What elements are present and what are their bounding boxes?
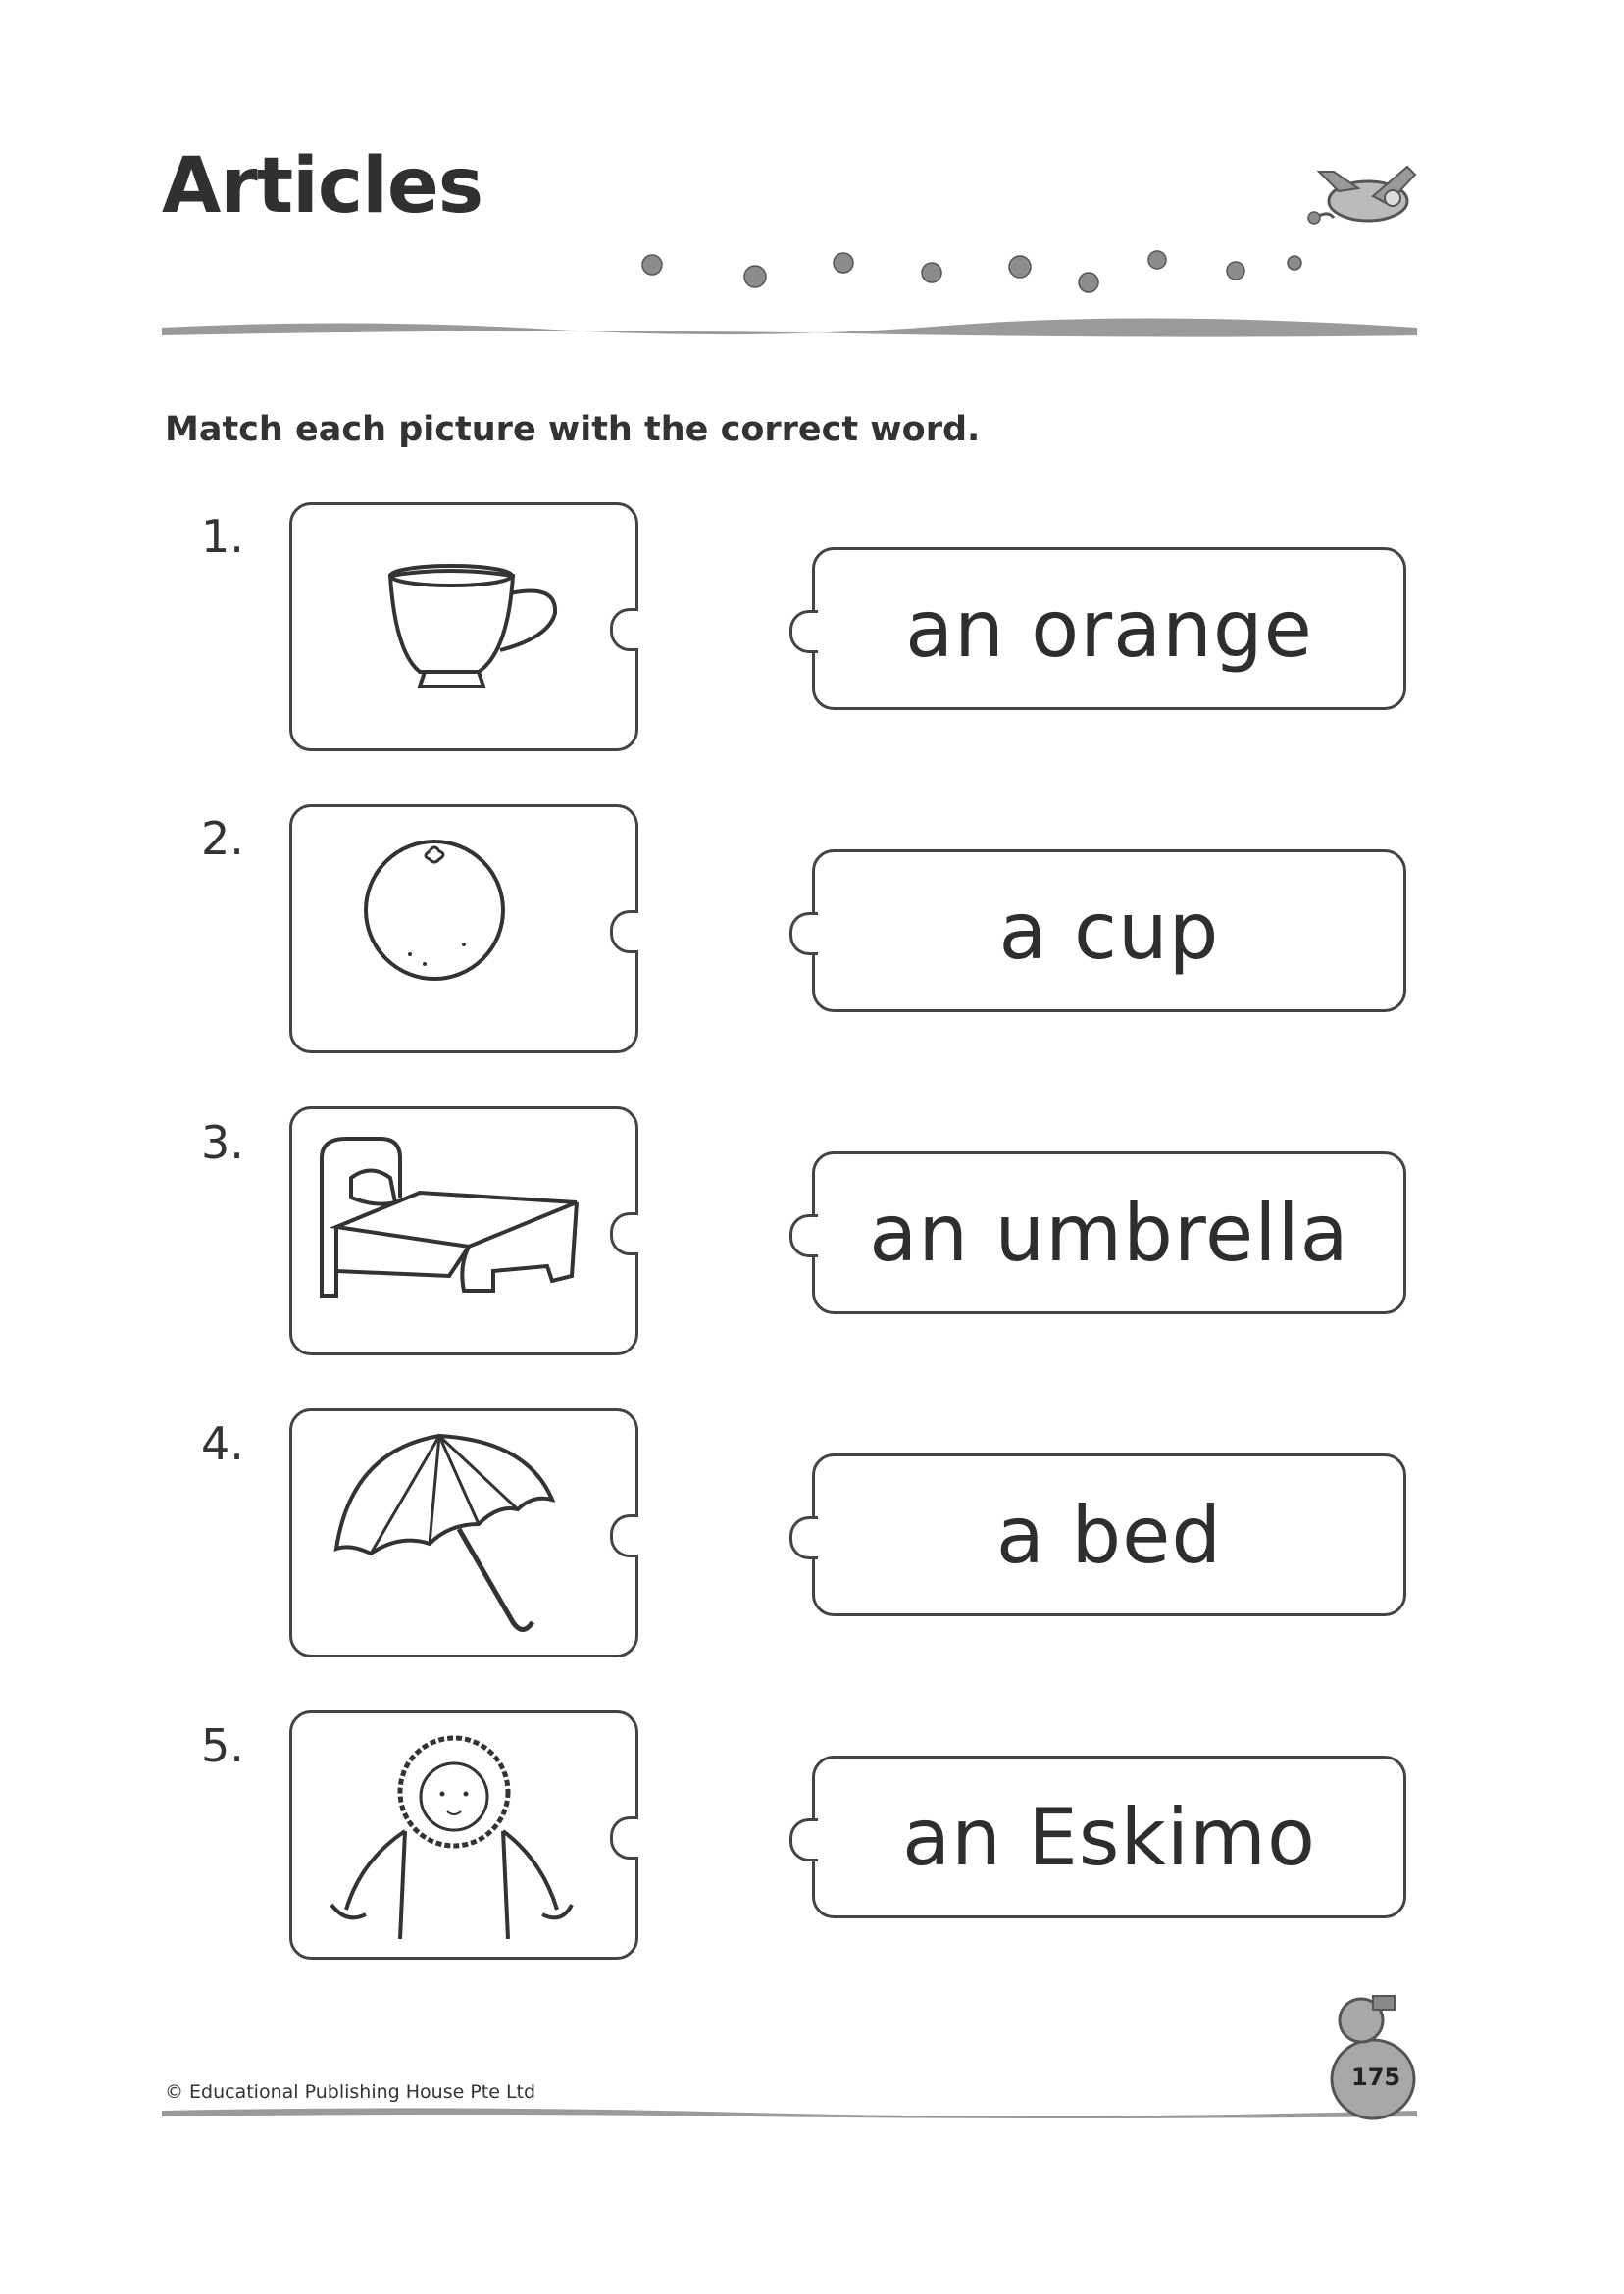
word-label: an orange bbox=[905, 583, 1313, 675]
picture-card-2[interactable] bbox=[289, 804, 638, 1053]
word-card-1[interactable] bbox=[812, 547, 1406, 710]
word-card-4[interactable] bbox=[812, 1453, 1406, 1616]
page-title: Articles bbox=[162, 142, 483, 230]
word-card-5[interactable] bbox=[812, 1756, 1406, 1918]
mascot-icon bbox=[1314, 1986, 1427, 2123]
item-number: 3. bbox=[201, 1116, 244, 1169]
copyright-footer: © Educational Publishing House Pte Ltd bbox=[165, 2081, 536, 2103]
picture-card-3[interactable] bbox=[289, 1106, 638, 1355]
word-label: a cup bbox=[998, 885, 1220, 977]
umbrella-icon bbox=[292, 1411, 635, 1655]
word-card-2[interactable] bbox=[812, 849, 1406, 1012]
page-number: 175 bbox=[1351, 2064, 1401, 2091]
word-label: a bed bbox=[995, 1489, 1223, 1581]
eskimo-icon bbox=[292, 1713, 635, 1957]
word-label: an umbrella bbox=[869, 1187, 1349, 1279]
picture-card-5[interactable] bbox=[289, 1710, 638, 1960]
item-number: 1. bbox=[201, 510, 244, 563]
cup-icon bbox=[292, 505, 635, 748]
orange-icon bbox=[292, 807, 635, 1050]
bed-icon bbox=[292, 1109, 635, 1352]
picture-card-1[interactable] bbox=[289, 502, 638, 751]
item-number: 4. bbox=[201, 1417, 244, 1470]
bottom-divider bbox=[162, 2101, 1417, 2120]
flower-trail-decoration bbox=[608, 157, 1451, 304]
word-label: an Eskimo bbox=[902, 1791, 1316, 1883]
item-number: 5. bbox=[201, 1719, 244, 1772]
item-number: 2. bbox=[201, 812, 244, 865]
instruction-text: Match each picture with the correct word. bbox=[165, 410, 981, 449]
word-card-3[interactable] bbox=[812, 1151, 1406, 1314]
top-divider bbox=[162, 314, 1417, 339]
picture-card-4[interactable] bbox=[289, 1408, 638, 1657]
